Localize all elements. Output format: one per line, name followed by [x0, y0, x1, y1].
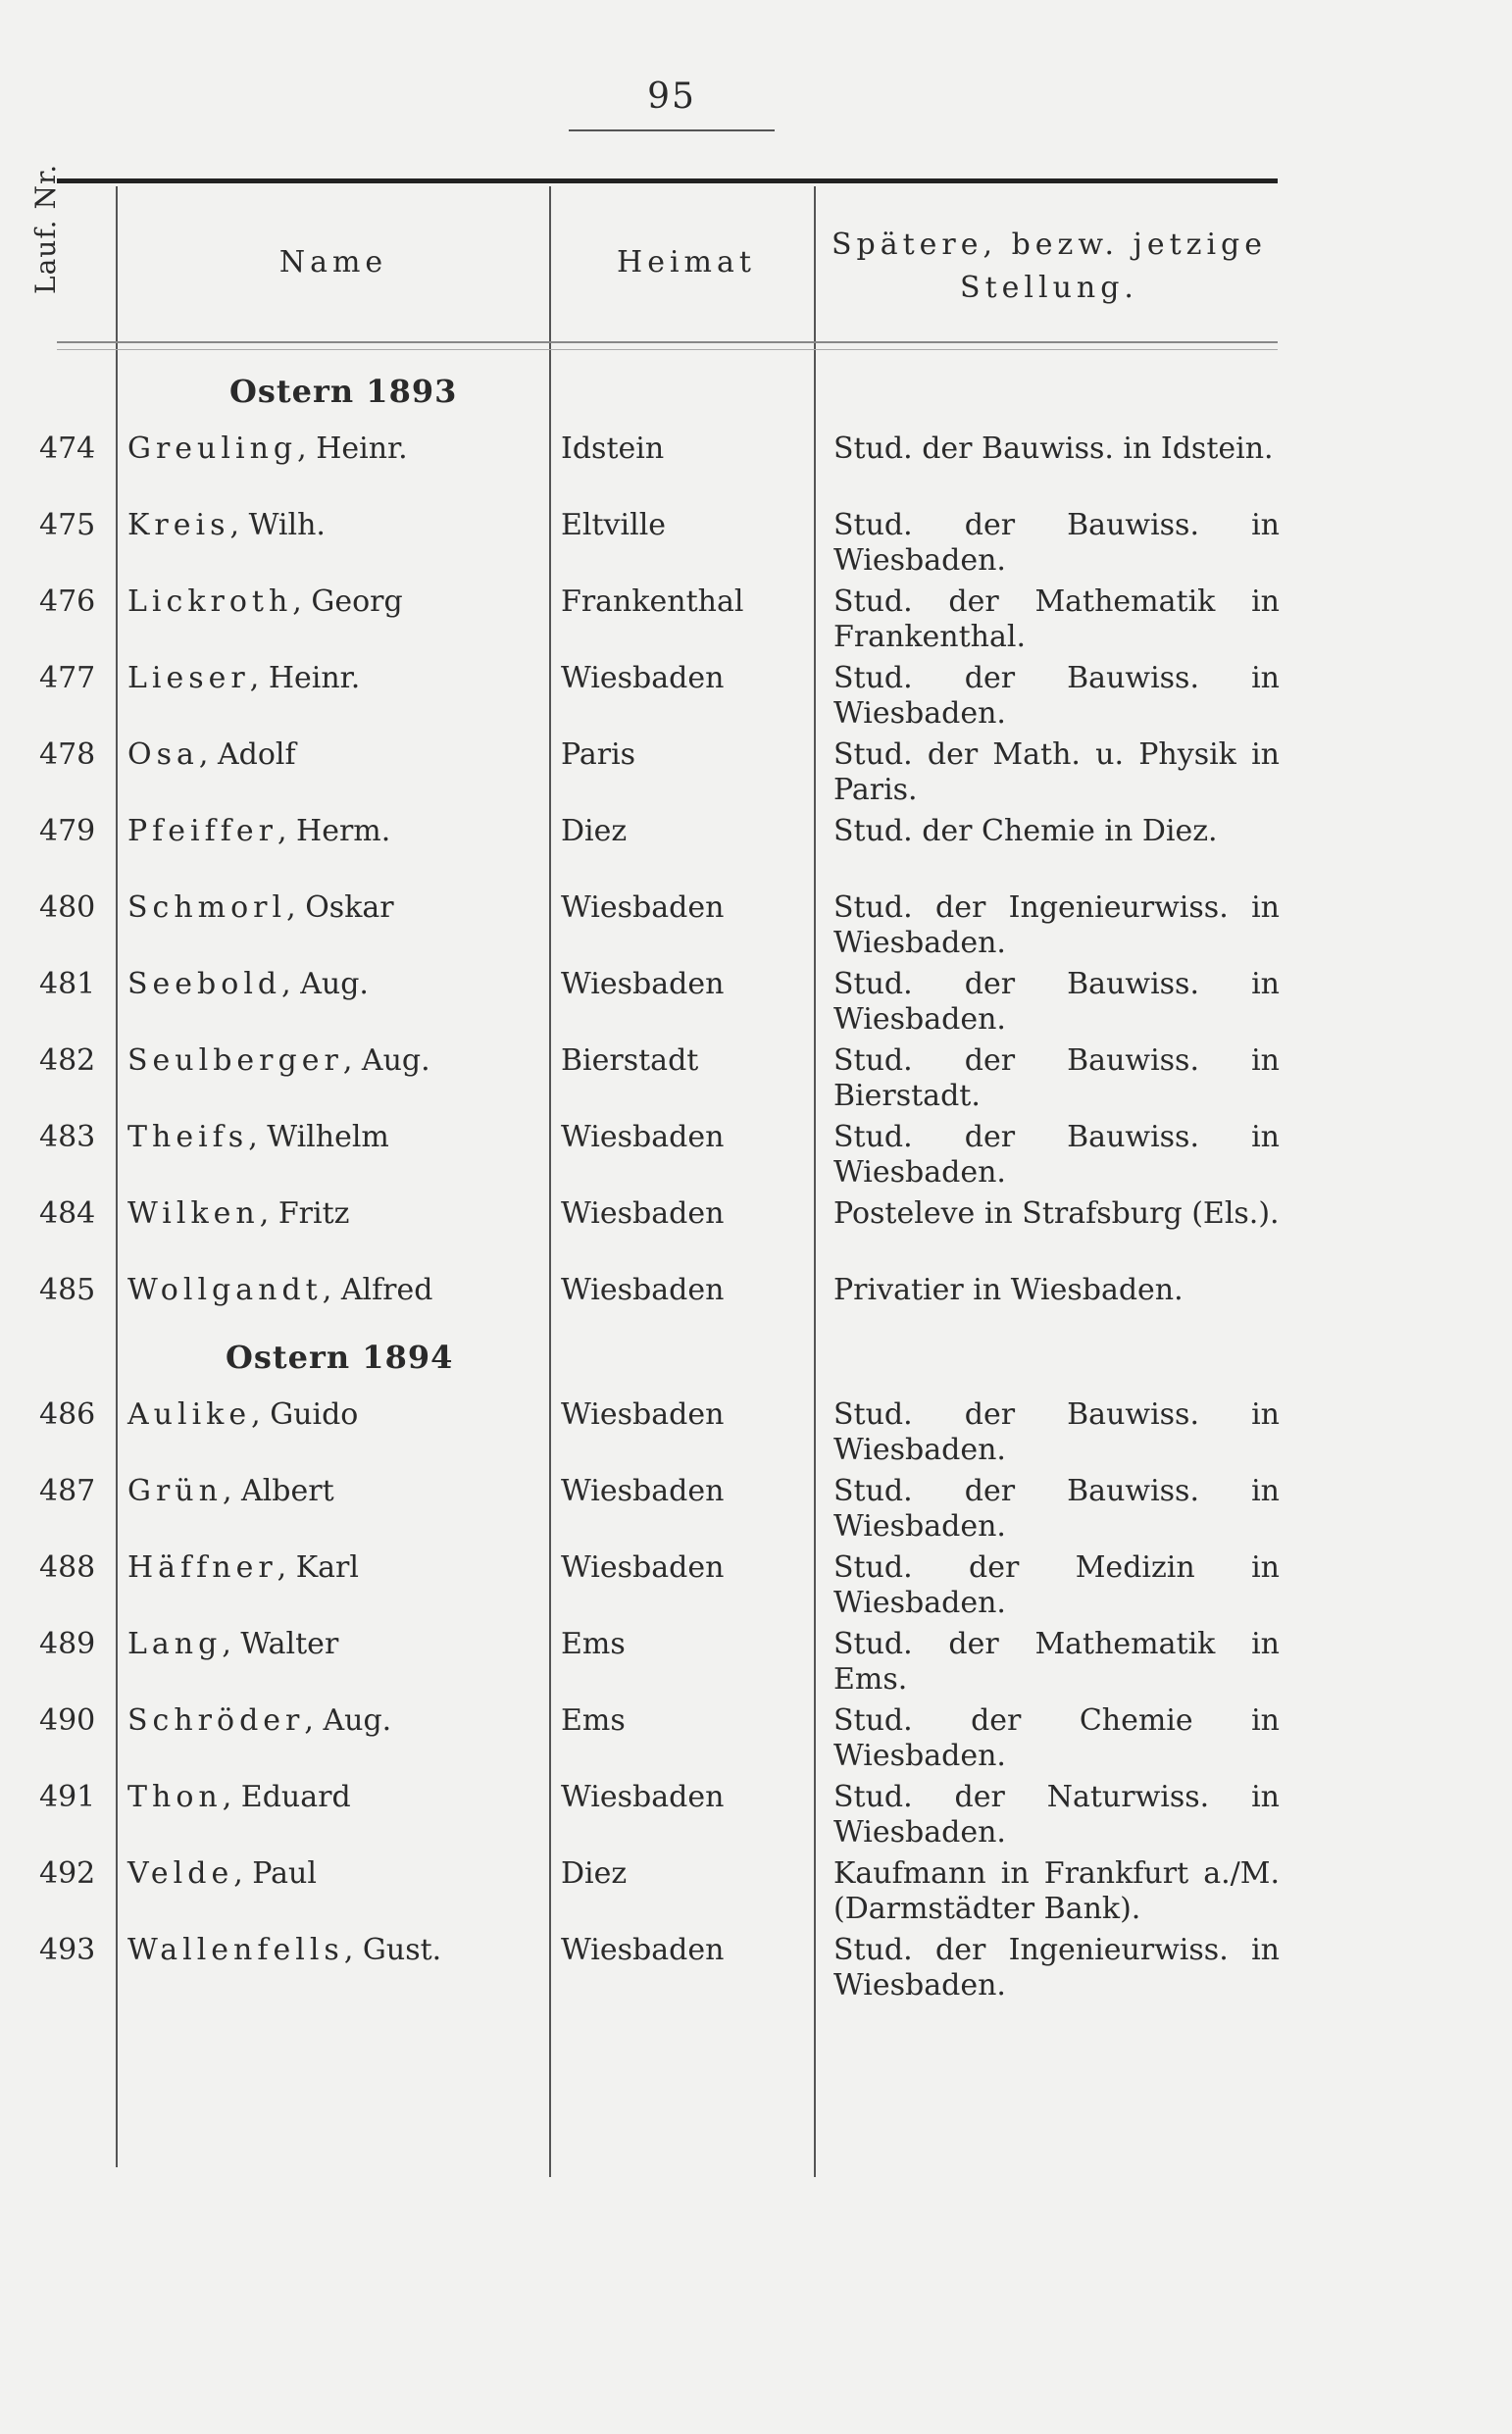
surname: Thon: [127, 1780, 223, 1814]
given-name: Guido: [270, 1397, 359, 1432]
header-stellung-line1: Spätere, bezw. jetzige: [831, 228, 1268, 262]
surname: Greuling: [127, 431, 298, 466]
table-row: [0, 967, 1512, 1043]
given-name: Adolf: [217, 737, 296, 772]
table-row: [0, 890, 1512, 967]
given-name: Aug.: [323, 1703, 392, 1738]
table-row: [0, 508, 1512, 584]
surname: Osa: [127, 737, 199, 772]
row-number: 486: [39, 1397, 96, 1432]
table-row: [0, 1120, 1512, 1196]
section-title: Ostern 1894: [226, 1339, 454, 1376]
person-name: Schröder, Aug.: [127, 1703, 392, 1738]
person-name: Wollgandt, Alfred: [127, 1273, 433, 1307]
given-name: Herm.: [296, 814, 391, 848]
home-town: Wiesbaden: [561, 1474, 725, 1508]
person-name: Aulike, Guido: [127, 1397, 359, 1432]
position-text: Stud. der Bauwiss. in Wiesbaden.: [833, 508, 1280, 578]
home-town: Wiesbaden: [561, 1273, 725, 1307]
position-text: Stud. der Math. u. Physik in Paris.: [833, 737, 1280, 807]
table-row: [0, 431, 1512, 508]
page-number-rule: [569, 129, 775, 131]
surname: Wilken: [127, 1196, 260, 1231]
row-number: 483: [39, 1120, 96, 1154]
header-lauf-nr: Lauf. Nr.: [29, 163, 62, 294]
surname: Pfeiffer: [127, 814, 277, 848]
home-town: Diez: [561, 814, 628, 848]
person-name: Häffner, Karl: [127, 1550, 359, 1585]
position-text: Privatier in Wiesbaden.: [833, 1273, 1184, 1307]
given-name: Wilhelm: [267, 1120, 389, 1154]
table-row: [0, 1397, 1512, 1474]
home-town: Wiesbaden: [561, 1780, 725, 1814]
home-town: Bierstadt: [561, 1043, 699, 1078]
given-name: Albert: [241, 1474, 334, 1508]
row-number: 484: [39, 1196, 96, 1231]
surname: Wallenfells: [127, 1933, 344, 1967]
position-text: Stud. der Bauwiss. in Idstein.: [833, 431, 1274, 466]
position-text: Stud. der Bauwiss. in Bierstadt.: [833, 1043, 1280, 1113]
table-row: [0, 1550, 1512, 1627]
table-row: [0, 584, 1512, 661]
position-text: Stud. der Mathematik in Ems.: [833, 1627, 1280, 1697]
table-row: [0, 661, 1512, 737]
given-name: Alfred: [340, 1273, 433, 1307]
position-text: Stud. der Chemie in Diez.: [833, 814, 1218, 848]
position-text: Stud. der Ingenieurwiss. in Wiesbaden.: [833, 1933, 1280, 2003]
person-name: Lickroth, Georg: [127, 584, 403, 619]
surname: Häffner: [127, 1550, 277, 1585]
table-row: [0, 1474, 1512, 1550]
home-town: Eltville: [561, 508, 667, 542]
header-heimat: Heimat: [617, 245, 756, 279]
position-text: Stud. der Ingenieurwiss. in Wiesbaden.: [833, 890, 1280, 960]
person-name: Velde, Paul: [127, 1856, 317, 1891]
row-number: 481: [39, 967, 96, 1001]
surname: Wollgandt: [127, 1273, 323, 1307]
header-bottom-rule: [57, 341, 1278, 343]
person-name: Grün, Albert: [127, 1474, 334, 1508]
person-name: Greuling, Heinr.: [127, 431, 408, 466]
person-name: Lang, Walter: [127, 1627, 339, 1661]
table-row: [0, 1856, 1512, 1933]
given-name: Oskar: [305, 890, 394, 925]
given-name: Walter: [240, 1627, 339, 1661]
position-text: Stud. der Naturwiss. in Wiesbaden.: [833, 1780, 1280, 1850]
surname: Grün: [127, 1474, 223, 1508]
row-number: 477: [39, 661, 96, 695]
home-town: Wiesbaden: [561, 661, 725, 695]
home-town: Wiesbaden: [561, 1397, 725, 1432]
given-name: Aug.: [361, 1043, 430, 1078]
position-text: Stud. der Bauwiss. in Wiesbaden.: [833, 967, 1280, 1037]
row-number: 490: [39, 1703, 96, 1738]
row-number: 489: [39, 1627, 96, 1661]
table-top-rule: [57, 178, 1278, 183]
given-name: Paul: [252, 1856, 317, 1891]
row-number: 475: [39, 508, 96, 542]
home-town: Wiesbaden: [561, 1933, 725, 1967]
person-name: Seebold, Aug.: [127, 967, 369, 1001]
surname: Seulberger: [127, 1043, 343, 1078]
given-name: Fritz: [277, 1196, 350, 1231]
header-stellung-line2: Stellung.: [960, 271, 1138, 305]
person-name: Wilken, Fritz: [127, 1196, 350, 1231]
home-town: Ems: [561, 1627, 626, 1661]
position-text: Kaufmann in Frankfurt a./M. (Darmstädter Bank).: [833, 1856, 1280, 1926]
surname: Lang: [127, 1627, 223, 1661]
given-name: Wilh.: [248, 508, 326, 542]
table-row: [0, 1627, 1512, 1703]
position-text: Stud. der Bauwiss. in Wiesbaden.: [833, 1397, 1280, 1467]
row-number: 493: [39, 1933, 96, 1967]
row-number: 479: [39, 814, 96, 848]
section-title: Ostern 1893: [229, 373, 458, 410]
page-number: 95: [647, 76, 696, 117]
row-number: 488: [39, 1550, 96, 1585]
header-name: Name: [278, 245, 388, 279]
surname: Kreis: [127, 508, 230, 542]
person-name: Theifs, Wilhelm: [127, 1120, 389, 1154]
position-text: Stud. der Medizin in Wiesbaden.: [833, 1550, 1280, 1620]
home-town: Wiesbaden: [561, 967, 725, 1001]
home-town: Idstein: [561, 431, 665, 466]
surname: Schmorl: [127, 890, 287, 925]
given-name: Aug.: [300, 967, 369, 1001]
surname: Theifs: [127, 1120, 249, 1154]
position-text: Posteleve in Strafsburg (Els.).: [833, 1196, 1280, 1231]
row-number: 478: [39, 737, 96, 772]
person-name: Thon, Eduard: [127, 1780, 351, 1814]
header-bottom-rule-thin: [57, 349, 1278, 350]
person-name: Seulberger, Aug.: [127, 1043, 430, 1078]
given-name: Georg: [311, 584, 403, 619]
row-number: 480: [39, 890, 96, 925]
surname: Velde: [127, 1856, 234, 1891]
surname: Schröder: [127, 1703, 305, 1738]
position-text: Stud. der Bauwiss. in Wiesbaden.: [833, 1474, 1280, 1544]
home-town: Frankenthal: [561, 584, 744, 619]
table-row: [0, 814, 1512, 890]
home-town: Paris: [561, 737, 636, 772]
row-number: 476: [39, 584, 96, 619]
table-row: [0, 1196, 1512, 1273]
row-number: 491: [39, 1780, 96, 1814]
position-text: Stud. der Mathematik in Frankenthal.: [833, 584, 1280, 654]
table-row: [0, 1780, 1512, 1856]
row-number: 474: [39, 431, 96, 466]
given-name: Eduard: [240, 1780, 351, 1814]
position-text: Stud. der Chemie in Wiesbaden.: [833, 1703, 1280, 1773]
position-text: Stud. der Bauwiss. in Wiesbaden.: [833, 661, 1280, 731]
person-name: Pfeiffer, Herm.: [127, 814, 391, 848]
home-town: Ems: [561, 1703, 626, 1738]
row-number: 492: [39, 1856, 96, 1891]
surname: Aulike: [127, 1397, 252, 1432]
table-row: [0, 1043, 1512, 1120]
position-text: Stud. der Bauwiss. in Wiesbaden.: [833, 1120, 1280, 1190]
given-name: Heinr.: [316, 431, 408, 466]
home-town: Wiesbaden: [561, 1196, 725, 1231]
person-name: Kreis, Wilh.: [127, 508, 326, 542]
home-town: Wiesbaden: [561, 1120, 725, 1154]
person-name: Schmorl, Oskar: [127, 890, 394, 925]
given-name: Heinr.: [268, 661, 361, 695]
table-row: [0, 1703, 1512, 1780]
home-town: Wiesbaden: [561, 890, 725, 925]
given-name: Gust.: [362, 1933, 442, 1967]
person-name: Wallenfells, Gust.: [127, 1933, 442, 1967]
surname: Lickroth: [127, 584, 293, 619]
row-number: 482: [39, 1043, 96, 1078]
surname: Seebold: [127, 967, 282, 1001]
table-row: [0, 1933, 1512, 2009]
person-name: Osa, Adolf: [127, 737, 296, 772]
home-town: Wiesbaden: [561, 1550, 725, 1585]
row-number: 487: [39, 1474, 96, 1508]
surname: Lieser: [127, 661, 250, 695]
table-row: [0, 737, 1512, 814]
row-number: 485: [39, 1273, 96, 1307]
person-name: Lieser, Heinr.: [127, 661, 361, 695]
home-town: Diez: [561, 1856, 628, 1891]
given-name: Karl: [295, 1550, 359, 1585]
